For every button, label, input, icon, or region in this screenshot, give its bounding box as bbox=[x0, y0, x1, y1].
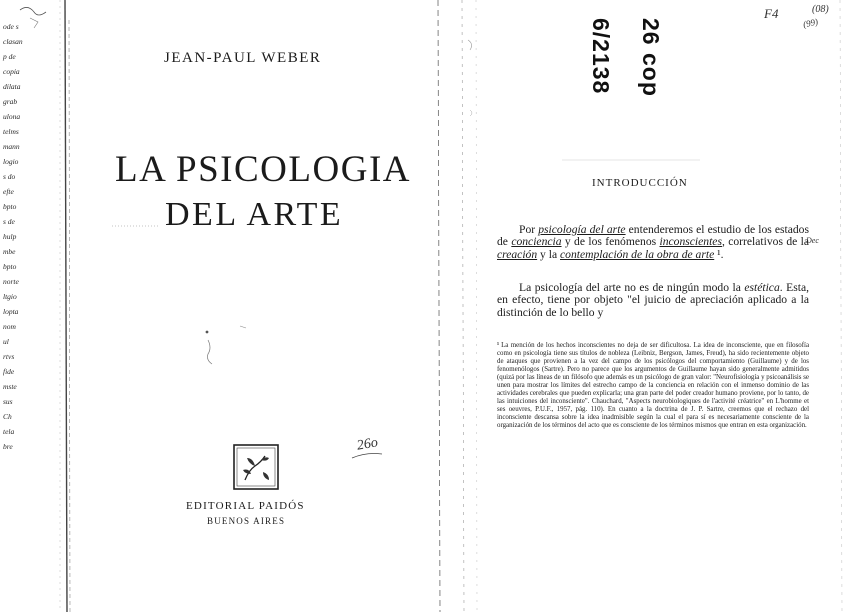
handwritten-note: 26o bbox=[355, 435, 380, 454]
margin-fragment: grab bbox=[3, 97, 18, 106]
margin-fragment: copia bbox=[3, 67, 20, 76]
p1-term-creacion: creación bbox=[497, 247, 538, 261]
margin-fragment: sus bbox=[3, 397, 13, 406]
margin-fragment: tela bbox=[3, 427, 15, 436]
footnote-text: La mención de los hechos inconscientes no deja de ser dificultosa. La idea de inconsciente, que en filosofía como en psicología tiene sus títulos de nobleza (Leibniz, Bergson, James, Freud), ha sido recientemente objeto de ataques que provienen a la vez del campo de los psicólogos del comportamiento (Guillaume) y de los fenomenólogos (Sartre). Pero no parece que los argumentos de Guillaume hayan sido generalmente admitidos (quizá por las líneas de un filósofo que además es un psicólogo de gran valor: "Neurofisiología y psicoanálisis se unen para mostrar los límites del estrecho campo de la conciencia en relación con el inmenso dominio de las actividades cerebrales que pueden explicarla; una gran parte del poder creador humano proviene, por lo tanto, de las intuiciones del inconsciente". Chauchard, "Aspects neurobiologiques de l'activité créatrice" en L'homme et ses oeuvres, P.U.F., 1957, pág. 110). En cuanto a la doctrina de J. P. Sartre, creemos que el rechazo del inconsciente descansa sobre la idea inadmisible según la cual el para sí es necesariamente consciente de la organización de los términos del acto que es consciente de los términos mismos que entran en esta organización. bbox=[497, 342, 809, 430]
paragraph-2 bbox=[497, 282, 809, 319]
margin-fragment: logio bbox=[3, 157, 19, 166]
margin-fragment: mann bbox=[3, 142, 20, 151]
book-title-line-1: LA PSICOLOGIA bbox=[115, 149, 411, 190]
margin-fragment: mbe bbox=[3, 247, 16, 256]
footnote bbox=[497, 342, 809, 431]
p1-term-conciencia: conciencia bbox=[511, 235, 562, 249]
p1-term-psicologia: psicología del arte bbox=[538, 223, 626, 236]
margin-fragment: clasan bbox=[3, 37, 23, 46]
p1-term-contemplacion: contemplación de la obra de arte bbox=[560, 247, 715, 261]
book-title-line-2: DEL ARTE bbox=[165, 196, 344, 233]
p2-term-estetica: estética bbox=[744, 281, 780, 294]
p1-text: Por bbox=[519, 223, 539, 236]
margin-fragment: s do bbox=[3, 172, 16, 181]
margin-fragment: ulona bbox=[3, 112, 21, 121]
p1-text: entenderemos el estudio de los estados de bbox=[497, 223, 809, 249]
margin-fragment: ul bbox=[3, 337, 9, 346]
margin-fragment: bpto bbox=[3, 202, 17, 211]
p2-text: . Esta, en efecto, tiene por objeto "el juicio de apreciación aplicado a la distinción de lo bello y bbox=[497, 281, 809, 319]
corner-mark-secondary: (08) bbox=[812, 4, 829, 15]
margin-fragment: dilata bbox=[3, 82, 21, 91]
footnote-number: ¹ bbox=[497, 342, 500, 349]
margin-fragment: ltgio bbox=[3, 292, 17, 301]
corner-mark-tertiary: (99) bbox=[802, 16, 819, 30]
p1-text: , correlativos de la bbox=[721, 235, 809, 249]
publisher-name: EDITORIAL PAIDÓS bbox=[186, 500, 305, 512]
margin-fragment: bpto bbox=[3, 262, 17, 271]
margin-fragment: nom bbox=[3, 322, 16, 331]
p1-text: y la bbox=[537, 247, 560, 261]
margin-fragment: lopta bbox=[3, 307, 19, 316]
margin-fragment: norte bbox=[3, 277, 19, 286]
p1-term-inconscientes: inconscientes bbox=[659, 235, 722, 249]
margin-fragment: p de bbox=[3, 52, 16, 61]
corner-mark: F4 bbox=[764, 6, 779, 21]
publisher-logo-icon bbox=[233, 444, 279, 490]
margin-fragment: telms bbox=[3, 127, 19, 136]
margin-annotation: Dec bbox=[806, 236, 819, 245]
p2-text: La psicología del arte no es de ningún modo la bbox=[519, 281, 745, 294]
margin-fragment: efte bbox=[3, 187, 14, 196]
book-author: JEAN-PAUL WEBER bbox=[164, 50, 322, 66]
margin-fragment: s de bbox=[3, 217, 15, 226]
paragraph-1 bbox=[497, 224, 809, 261]
p1-text: y de los fenómenos bbox=[561, 235, 660, 249]
margin-fragment: hulp bbox=[3, 232, 17, 241]
margin-fragment: rtvs bbox=[3, 352, 15, 361]
margin-fragment: bre bbox=[3, 442, 13, 451]
margin-fragment: ode s bbox=[3, 22, 19, 31]
margin-fragment: mste bbox=[3, 382, 17, 391]
library-stamp-line-2: 26 cop bbox=[638, 18, 664, 97]
margin-fragment: fide bbox=[3, 367, 15, 376]
p1-text: ¹. bbox=[714, 247, 724, 261]
margin-fragment: Ch bbox=[3, 412, 12, 421]
section-heading: INTRODUCCIÓN bbox=[592, 177, 688, 189]
publisher-city: BUENOS AIRES bbox=[207, 516, 286, 526]
library-stamp-line-1: 6/2138 bbox=[588, 18, 614, 95]
